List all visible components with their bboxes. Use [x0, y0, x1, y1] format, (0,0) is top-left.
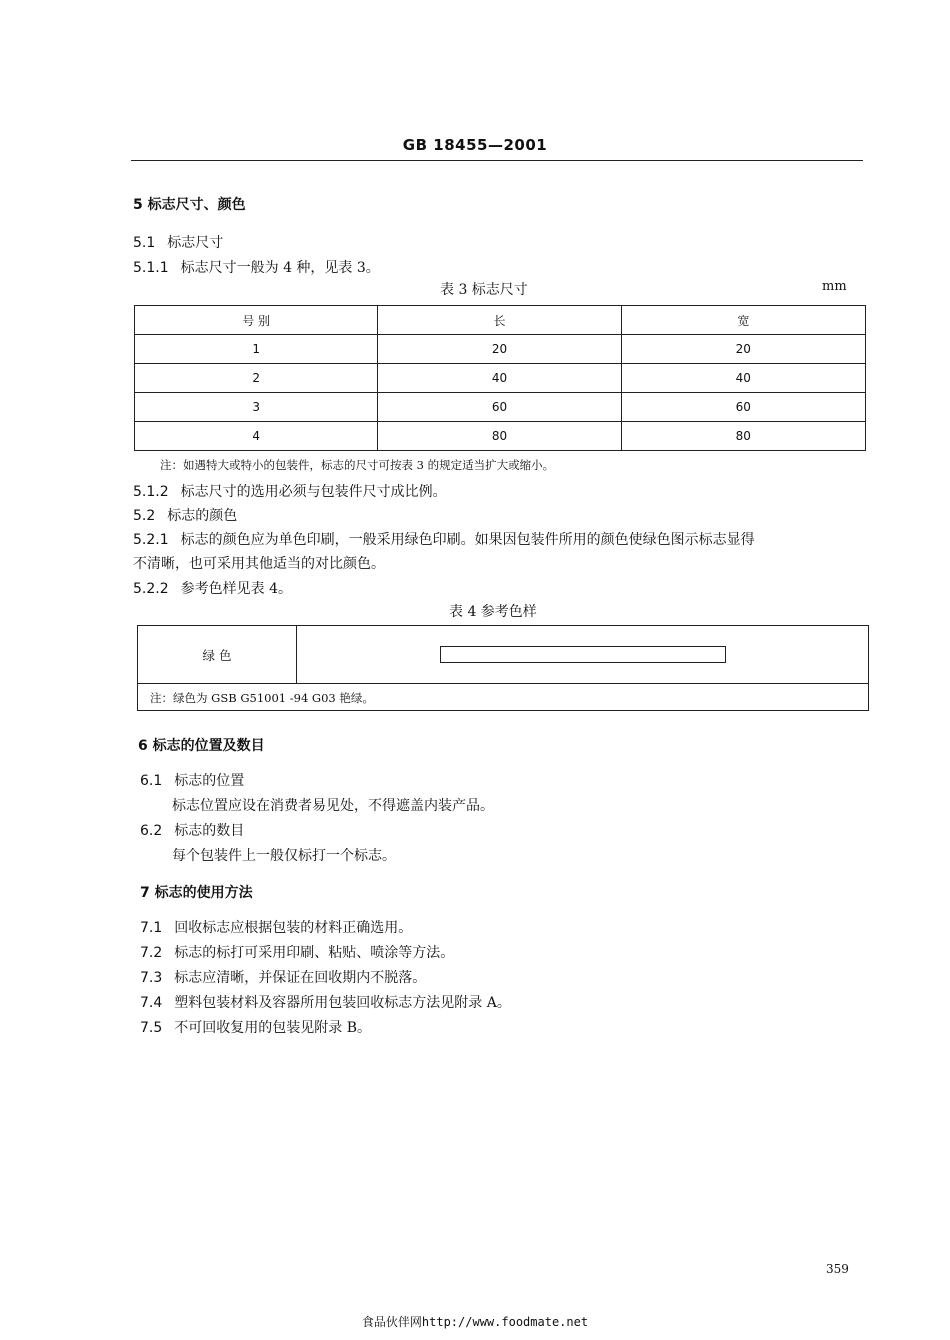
clause-title: 标志的数目 [174, 823, 245, 839]
clause-text: 标志的颜色应为单色印刷，一般采用绿色印刷。如果因包装件所用的颜色使绿色图示标志显得 [180, 532, 755, 548]
header-cell: 号 别 [135, 306, 378, 335]
table-header-row [135, 306, 866, 335]
table-4 [137, 625, 869, 711]
clause-7-4 [140, 992, 511, 1012]
clause-text: 标志应清晰，并保证在回收期内不脱落。 [174, 970, 427, 986]
table-cell: 4 [135, 422, 378, 451]
clause-number: 5.1 [133, 235, 156, 251]
table-row [135, 364, 866, 393]
clause-7-5 [140, 1017, 371, 1037]
table-cell: 3 [135, 393, 378, 422]
clause-number: 5.2 [133, 508, 156, 524]
clause-text: 标志尺寸的选用必须与包装件尺寸成比例。 [180, 484, 447, 500]
clause-text: 标志尺寸一般为 4 种，见表 3。 [180, 260, 380, 276]
clause-5-1 [133, 232, 223, 252]
clause-5-2 [133, 505, 237, 525]
header-cell: 长 [378, 306, 621, 335]
table-4-divider [138, 683, 868, 684]
clause-6-2-text: 每个包装件上一般仅标打一个标志。 [172, 848, 396, 864]
table-3 [134, 305, 866, 451]
footer-watermark: 食品伙伴网http://www.foodmate.net [361, 1315, 589, 1329]
clause-number: 5.1.1 [133, 260, 169, 276]
clause-5-2-1 [133, 529, 755, 549]
clause-text: 塑料包装材料及容器所用包装回收标志方法见附录 A。 [174, 995, 511, 1011]
table-4-caption: 表 4 参考色样 [449, 604, 537, 620]
header-rule [131, 160, 863, 161]
clause-number: 7.2 [140, 945, 163, 961]
table-cell: 20 [378, 335, 621, 364]
table-row [135, 422, 866, 451]
table-4-note: 注：绿色为 GSB G51001 -94 G03 艳绿。 [150, 691, 374, 705]
clause-5-1-2 [133, 481, 447, 501]
clause-number: 5.2.2 [133, 581, 169, 597]
table-cell: 20 [621, 335, 865, 364]
clause-7-2 [140, 942, 454, 962]
clause-text: 标志的标打可采用印刷、粘贴、喷涂等方法。 [174, 945, 455, 961]
table-3-caption: 表 3 标志尺寸 [440, 282, 528, 298]
clause-number: 5.1.2 [133, 484, 169, 500]
header-cell: 宽 [621, 306, 865, 335]
clause-title: 标志的颜色 [167, 508, 238, 524]
clause-7-3 [140, 967, 426, 987]
clause-text: 不可回收复用的包装见附录 B。 [174, 1020, 372, 1036]
section-5-heading: 5 标志尺寸、颜色 [133, 197, 246, 213]
clause-7-1 [140, 917, 412, 937]
table-cell: 80 [378, 422, 621, 451]
clause-text: 参考色样见表 4。 [180, 581, 292, 597]
clause-5-2-2 [133, 578, 292, 598]
clause-6-1 [140, 770, 244, 790]
clause-number: 6.2 [140, 823, 163, 839]
reference-color-swatch [440, 646, 726, 663]
clause-number: 7.3 [140, 970, 163, 986]
section-6-heading: 6 标志的位置及数目 [138, 738, 265, 754]
table-3-note: 注：如遇特大或特小的包装件，标志的尺寸可按表 3 的规定适当扩大或缩小。 [160, 458, 555, 472]
table-cell: 60 [621, 393, 865, 422]
clause-title: 标志的位置 [174, 773, 245, 789]
table-cell: 80 [621, 422, 865, 451]
clause-5-2-1-continued: 不清晰，也可采用其他适当的对比颜色。 [133, 556, 385, 572]
clause-number: 7.4 [140, 995, 163, 1011]
clause-text: 回收标志应根据包装的材料正确选用。 [174, 920, 413, 936]
clause-6-1-text: 标志位置应设在消费者易见处，不得遮盖内装产品。 [172, 798, 494, 814]
clause-5-1-1 [133, 257, 380, 277]
clause-title: 标志尺寸 [167, 235, 224, 251]
clause-number: 5.2.1 [133, 532, 169, 548]
clause-6-2 [140, 820, 244, 840]
table-cell: 40 [378, 364, 621, 393]
table-cell: 1 [135, 335, 378, 364]
table-4-label: 绿 色 [138, 626, 297, 683]
clause-number: 7.1 [140, 920, 163, 936]
clause-number: 7.5 [140, 1020, 163, 1036]
page-number: 359 [826, 1262, 849, 1276]
table-row [135, 335, 866, 364]
table-cell: 60 [378, 393, 621, 422]
table-cell: 40 [621, 364, 865, 393]
table-3-unit: mm [822, 279, 847, 294]
clause-number: 6.1 [140, 773, 163, 789]
table-row [135, 393, 866, 422]
standard-code: GB 18455—2001 [402, 136, 548, 154]
section-7-heading: 7 标志的使用方法 [140, 885, 253, 901]
table-cell: 2 [135, 364, 378, 393]
